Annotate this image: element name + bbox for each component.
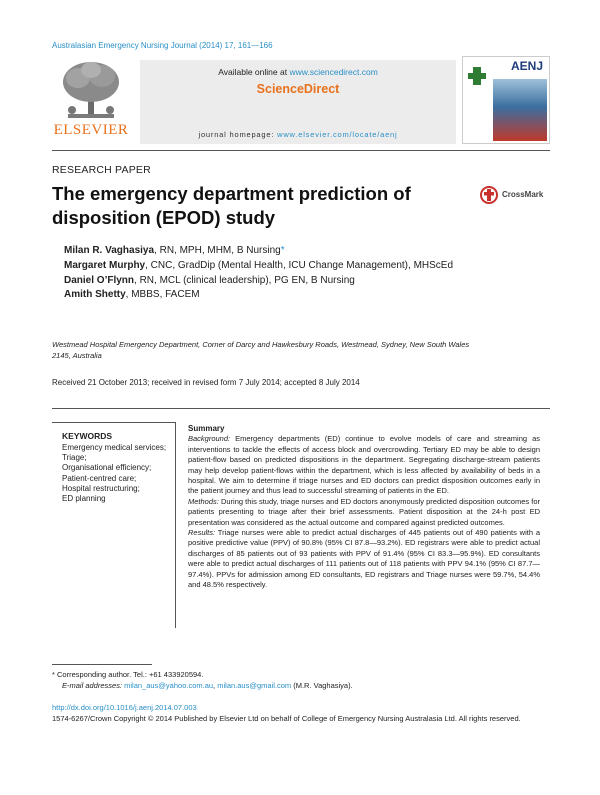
keyword-item: ED planning — [62, 494, 106, 504]
journal-homepage — [140, 130, 456, 139]
sciencedirect-url[interactable]: www.sciencedirect.com — [289, 67, 378, 77]
abstract-divider — [52, 408, 550, 409]
summary-background — [188, 434, 540, 496]
author-name: Margaret Murphy — [64, 259, 146, 271]
footnote-divider — [52, 664, 152, 665]
elsevier-logo[interactable] — [52, 56, 130, 144]
homepage-prefix: journal homepage: — [198, 130, 275, 139]
methods-label: Methods: — [188, 496, 219, 506]
keyword-item: Organisational efficiency; — [62, 463, 152, 473]
author-credentials: , MBBS, FACEM — [125, 289, 200, 301]
copyright-notice: 1574-6267/Crown Copyright © 2014 Published by Elsevier Ltd on behalf of College of Emergency Nursing Australasia Ltd. All rights reserved. — [52, 714, 521, 723]
article-type: RESEARCH PAPER — [52, 164, 151, 176]
received-dates: Received 21 October 2013; received in revised form 7 July 2014; accepted 8 July 2014 — [52, 378, 360, 387]
author-4 — [64, 288, 484, 303]
crossmark-label: CrossMark — [502, 190, 544, 199]
summary-title: Summary — [188, 424, 225, 433]
email-link-2[interactable]: milan.aus@gmail.com — [217, 681, 292, 690]
keywords-title: KEYWORDS — [62, 431, 113, 441]
corresponding-author-marker[interactable]: * — [280, 245, 285, 256]
keywords-box — [52, 422, 176, 628]
keyword-item: Triage; — [62, 453, 87, 463]
email-label: E-mail addresses: — [62, 681, 123, 690]
available-online — [140, 67, 456, 77]
sciencedirect-logo[interactable]: ScienceDirect — [256, 82, 340, 96]
cover-emblem-icon — [467, 65, 487, 87]
affiliation: Westmead Hospital Emergency Department, Corner of Darcy and Hawkesbury Roads, Westmead, Sydney, New South Wales 2145, Australia — [52, 340, 470, 360]
author-3 — [64, 274, 484, 289]
results-label: Results: — [188, 528, 216, 538]
available-prefix: Available online at — [218, 67, 288, 77]
journal-cover[interactable] — [462, 56, 550, 144]
crossmark-badge[interactable] — [480, 186, 552, 206]
crossmark-icon — [480, 186, 498, 204]
author-credentials: , RN, MCL (clinical leadership), PG EN, B Nursing — [134, 274, 355, 286]
footnote — [52, 669, 532, 691]
cover-title: AENJ — [510, 59, 543, 73]
article-title: The emergency department prediction of disposition (EPOD) study — [52, 183, 411, 228]
author-credentials: , RN, MPH, MHM, B Nursing — [154, 245, 281, 256]
summary-methods — [188, 497, 540, 528]
abstract-summary — [188, 424, 540, 591]
email-separator: , — [213, 681, 216, 690]
email-owner: (M.R. Vaghasiya). — [293, 681, 353, 690]
summary-results — [188, 528, 540, 590]
keyword-item: Hospital restructuring; — [62, 483, 140, 493]
methods-text: During this study, triage nurses and ED doctors anonymously predicted disposition outcomes for patients presenting to triage after their brief assessments. Patient disposition at the 24-h post ED presentation was considered as the actual outcome and compared against predicted outcomes. — [188, 496, 540, 527]
cover-image — [493, 79, 547, 141]
elsevier-tree-icon — [58, 58, 124, 122]
header-divider — [52, 150, 550, 151]
background-text: Emergency departments (ED) continue to evolve models of care and streaming as interventions to tackle the effects of access block and overcrowding. Tertiary ED may be able to design patient-flow based on predicted dispositions in the department. Segregating discharge-stream patients may help develop patient-flows within the department, which is less affected by availability of beds in a hospital. We aim to determine if triage nurses and ED doctors can predict disposition outcomes early in the patient journey and thus lead to successful streaming of patients in the ED. — [188, 434, 540, 496]
author-list — [64, 244, 484, 303]
elsevier-wordmark: ELSEVIER — [53, 122, 129, 138]
keywords-list — [62, 443, 174, 504]
author-credentials: , CNC, GradDip (Mental Health, ICU Change Management), MHScEd — [145, 259, 454, 271]
author-name: Milan R. Vaghasiya — [64, 245, 155, 256]
author-name: Amith Shetty — [64, 289, 126, 301]
journal-reference[interactable]: Australasian Emergency Nursing Journal (2014) 17, 161—166 — [52, 41, 273, 50]
email-line — [52, 680, 532, 691]
background-label: Background: — [188, 434, 231, 444]
journal-header — [52, 56, 550, 146]
corresponding-author-note: * Corresponding author. Tel.: +61 433920594. — [52, 670, 204, 679]
homepage-url[interactable]: www.elsevier.com/locate/aenj — [277, 130, 398, 139]
author-2 — [64, 259, 484, 274]
doi-link[interactable]: http://dx.doi.org/10.1016/j.aenj.2014.07.003 — [52, 703, 197, 712]
keyword-item: Emergency medical services; — [62, 443, 167, 452]
author-name: Daniel O’Flynn — [64, 274, 135, 286]
email-link-1[interactable]: milan_aus@yahoo.com.au — [124, 681, 214, 690]
keyword-item: Patient-centred care; — [62, 473, 137, 483]
results-text: Triage nurses were able to predict actual discharges of 445 patients out of 490 patients with a positive predictive value (PPV) of 90.8% (95% CI 87.8—93.2%). ED registrars were able to predict actual discharges of 85 patients out of 93 patients with PPV of 91.4% (95% CI 83.3—95.9%). ED consultants were able to predict actual discharges of 111 patients out of 118 patients with PPV 94.1% (95% CI 87.7—97.4%). PPVs for admission among ED consultants, ED registrars and Triage nurses were 59.7%, 54.4% and 48.5% respectively. — [188, 528, 541, 590]
journal-banner — [140, 60, 456, 144]
author-1 — [64, 244, 484, 259]
